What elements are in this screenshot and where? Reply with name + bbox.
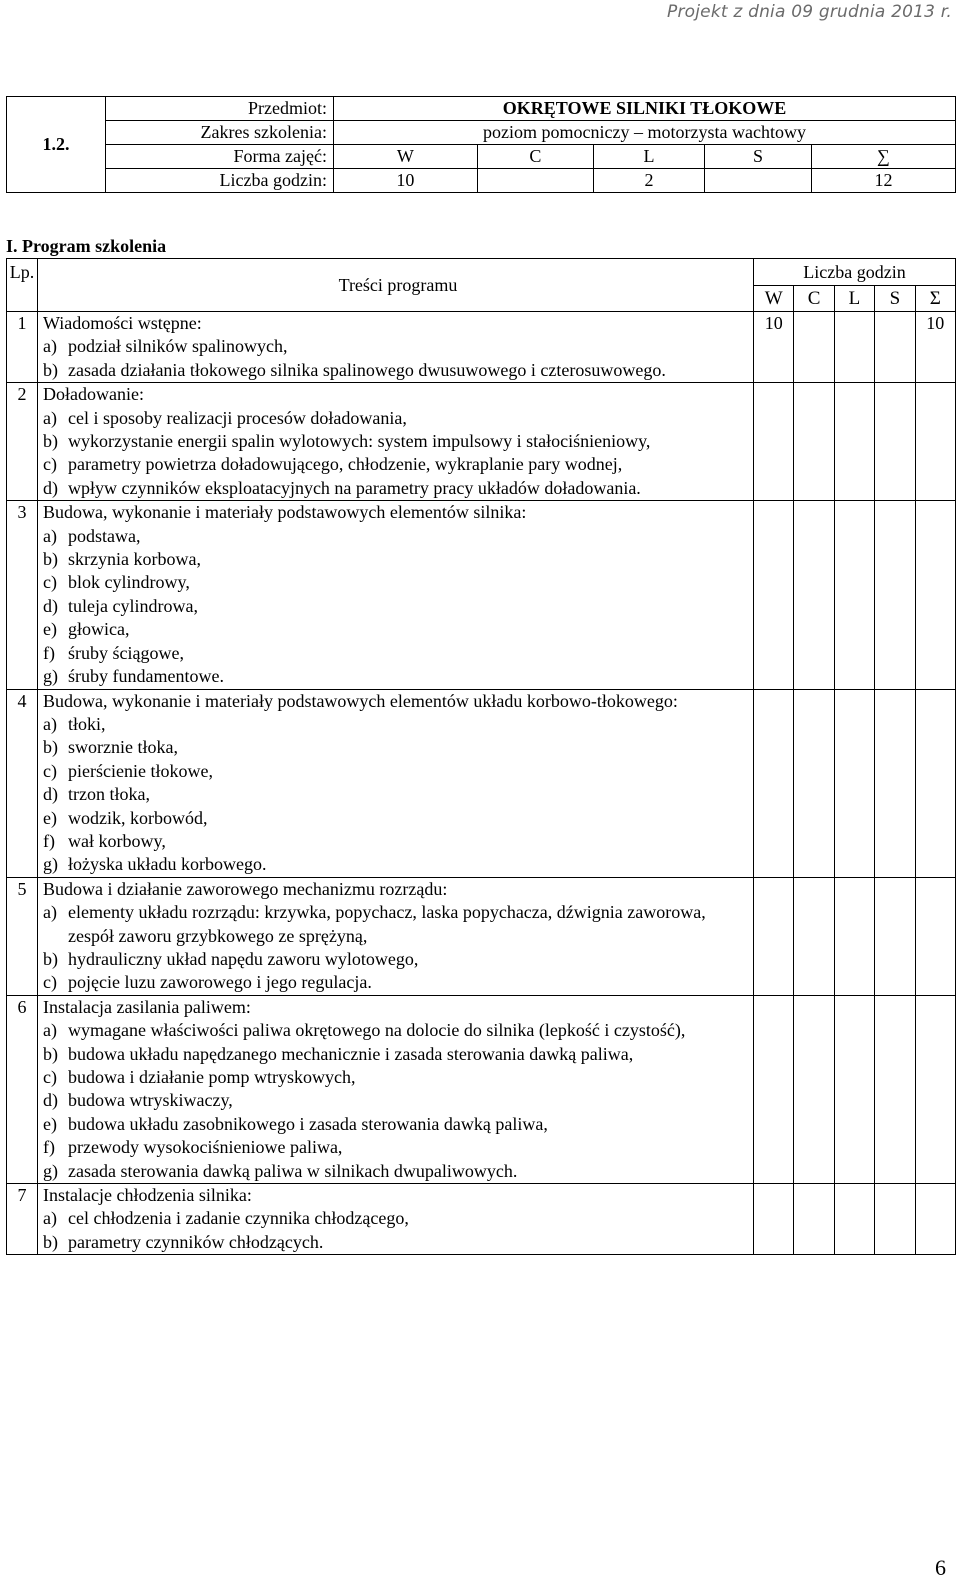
- scope-label: Zakres szkolenia:: [106, 121, 334, 145]
- list-item: [43, 1066, 753, 1089]
- list-item-text: parametry czynników chłodzących.: [68, 1231, 324, 1252]
- row-content: [38, 501, 754, 689]
- hours-s: [875, 501, 915, 689]
- hours-c: [477, 169, 593, 193]
- page-number: 6: [935, 1555, 946, 1580]
- list-item-letter: b): [43, 1231, 58, 1252]
- list-item: [43, 901, 753, 948]
- list-item: [43, 713, 753, 736]
- list-item: [43, 1113, 753, 1136]
- list-item-text: podstawa,: [68, 525, 141, 546]
- row-title: Budowa, wykonanie i materiały podstawowych elementów silnika:: [43, 502, 527, 523]
- list-item-text: wymagane właściwości paliwa okrętowego na dolocie do silnika (lepkość i czystość),: [68, 1020, 686, 1041]
- hours-c: [794, 312, 834, 383]
- hours-c: [794, 877, 834, 995]
- list-item-text: cel i sposoby realizacji procesów doładowania,: [68, 407, 407, 428]
- list-item-text: zasada sterowania dawką paliwa w silnikach dwupaliwowych.: [68, 1160, 518, 1181]
- list-item-letter: c): [43, 454, 57, 475]
- hours-sum: 12: [811, 169, 955, 193]
- hours-w: [754, 383, 794, 501]
- hours-c: [794, 1184, 834, 1255]
- list-item-text: śruby ściągowe,: [68, 642, 184, 663]
- hours-c: [794, 689, 834, 877]
- program-row: [7, 501, 956, 689]
- course-info-table: [6, 96, 956, 193]
- row-title: Wiadomości wstępne:: [43, 313, 202, 333]
- header-hours: Liczba godzin: [754, 259, 956, 286]
- row-lp: 5: [7, 877, 38, 995]
- list-item: [43, 1136, 753, 1159]
- hours-w: [754, 689, 794, 877]
- list-item: [43, 736, 753, 759]
- row-title: Instalacje chłodzenia silnika:: [43, 1185, 252, 1206]
- list-item-letter: c): [43, 760, 57, 781]
- subject-label: Przedmiot:: [106, 97, 334, 121]
- list-item: [43, 1019, 753, 1042]
- list-item-text: budowa układu zasobnikowego i zasada sterowania dawką paliwa,: [68, 1113, 548, 1134]
- row-title: Instalacja zasilania paliwem:: [43, 996, 251, 1017]
- row-content: [38, 383, 754, 501]
- list-item-letter: c): [43, 1067, 57, 1087]
- row-lp: 4: [7, 689, 38, 877]
- hours-s: [875, 877, 915, 995]
- form-l: L: [593, 145, 704, 169]
- list-item-letter: e): [43, 619, 57, 640]
- list-item-letter: a): [43, 902, 57, 923]
- list-item: [43, 525, 753, 548]
- list-item-text: cel chłodzenia i zadanie czynnika chłodzącego,: [68, 1208, 409, 1229]
- list-item-letter: e): [43, 1113, 57, 1134]
- hours-s: [875, 689, 915, 877]
- list-item-text: wał korbowy,: [68, 830, 166, 851]
- list-item-letter: g): [43, 666, 58, 687]
- row-title: Budowa, wykonanie i materiały podstawowych elementów układu korbowo-tłokowego:: [43, 690, 678, 711]
- row-content: [38, 312, 754, 383]
- list-item-letter: g): [43, 854, 58, 875]
- list-item-text: wykorzystanie energii spalin wylotowych: system impulsowy i stałociśnieniowy,: [68, 431, 651, 452]
- list-item-letter: a): [43, 1208, 57, 1229]
- list-item-text: budowa układu napędzanego mechanicznie i zasada sterowania dawką paliwa,: [68, 1043, 634, 1064]
- program-row: [7, 689, 956, 877]
- row-lp: 6: [7, 995, 38, 1183]
- list-item-letter: a): [43, 336, 57, 357]
- list-item-letter: d): [43, 1090, 58, 1111]
- hours-w: 10: [334, 169, 478, 193]
- list-item: [43, 430, 753, 453]
- hours-l: [834, 501, 874, 689]
- list-item: [43, 548, 753, 571]
- list-item: [43, 1231, 753, 1254]
- hours-s: [875, 1184, 915, 1255]
- list-item-letter: b): [43, 359, 58, 380]
- form-c: C: [477, 145, 593, 169]
- list-item-letter: f): [43, 1137, 55, 1158]
- hours-s: [705, 169, 812, 193]
- list-item-text: przewody wysokociśnieniowe paliwa,: [68, 1137, 343, 1158]
- hours-c: [794, 995, 834, 1183]
- hours-l: [834, 689, 874, 877]
- program-row: [7, 995, 956, 1183]
- hours-l: [834, 877, 874, 995]
- list-item-text: trzon tłoka,: [68, 784, 150, 805]
- hours-c: [794, 501, 834, 689]
- hours-sum: [915, 877, 955, 995]
- list-item: [43, 665, 753, 688]
- list-item-text: parametry powietrza doładowującego, chłodzenie, wykraplanie pary wodnej,: [68, 454, 623, 475]
- list-item: [43, 359, 753, 382]
- header-w: W: [754, 286, 794, 312]
- list-item-letter: a): [43, 713, 57, 734]
- list-item: [43, 477, 753, 500]
- list-item-text: tuleja cylindrowa,: [68, 595, 198, 616]
- list-item: [43, 783, 753, 806]
- list-item-text: wodzik, korbowód,: [68, 807, 208, 828]
- hours-l: [834, 1184, 874, 1255]
- list-item-text: podział silników spalinowych,: [68, 336, 288, 357]
- list-item-letter: c): [43, 572, 57, 593]
- list-item: [43, 1089, 753, 1112]
- list-item-letter: d): [43, 595, 58, 616]
- list-item: [43, 760, 753, 783]
- program-row: [7, 383, 956, 501]
- hours-s: [875, 383, 915, 501]
- list-item: [43, 618, 753, 641]
- list-item-text: pojęcie luzu zaworowego i jego regulacja.: [68, 972, 372, 993]
- list-item-letter: a): [43, 525, 57, 546]
- hours-w: [754, 1184, 794, 1255]
- header-s: S: [875, 286, 915, 312]
- row-content: [38, 689, 754, 877]
- row-content: [38, 995, 754, 1183]
- hours-l: 2: [593, 169, 704, 193]
- list-item-letter: b): [43, 431, 58, 452]
- list-item-text: blok cylindrowy,: [68, 572, 190, 593]
- list-item: [43, 948, 753, 971]
- hours-s: [875, 995, 915, 1183]
- list-item-letter: d): [43, 784, 58, 805]
- list-item: [43, 453, 753, 476]
- list-item: [43, 1043, 753, 1066]
- row-content: [38, 877, 754, 995]
- program-row: [7, 1184, 956, 1255]
- list-item-text: budowa i działanie pomp wtryskowych,: [68, 1067, 356, 1087]
- list-item: [43, 571, 753, 594]
- list-item-text: sworznie tłoka,: [68, 737, 178, 758]
- list-item: [43, 335, 753, 358]
- form-w: W: [334, 145, 478, 169]
- list-item-text: głowica,: [68, 619, 130, 640]
- section-number: 1.2.: [7, 97, 106, 193]
- program-table: [6, 258, 956, 1255]
- program-row: [7, 312, 956, 383]
- list-item-letter: a): [43, 1020, 57, 1041]
- list-item-text: łożyska układu korbowego.: [68, 854, 267, 875]
- list-item-text: elementy układu rozrządu: krzywka, popychacz, laska popychacza, dźwignia zaworowa, zespół zaworu grzybkowego ze sprężyną,: [68, 902, 706, 946]
- list-item-letter: e): [43, 807, 57, 828]
- header-lp: Lp.: [7, 259, 38, 312]
- hours-l: [834, 995, 874, 1183]
- list-item-text: pierścienie tłokowe,: [68, 760, 213, 781]
- hours-sum: [915, 995, 955, 1183]
- list-item-text: skrzynia korbowa,: [68, 549, 201, 570]
- list-item-text: śruby fundamentowe.: [68, 666, 224, 687]
- list-item-letter: g): [43, 1160, 58, 1181]
- list-item: [43, 1207, 753, 1230]
- row-title: Doładowanie:: [43, 384, 144, 405]
- form-label: Forma zajęć:: [106, 145, 334, 169]
- document-header: Projekt z dnia 09 grudnia 2013 r.: [667, 2, 952, 22]
- row-title: Budowa i działanie zaworowego mechanizmu rozrządu:: [43, 878, 448, 899]
- hours-w: [754, 877, 794, 995]
- row-lp: 2: [7, 383, 38, 501]
- hours-l: [834, 383, 874, 501]
- hours-sum: [915, 689, 955, 877]
- list-item: [43, 971, 753, 994]
- list-item-text: hydrauliczny układ napędu zaworu wylotowego,: [68, 948, 419, 969]
- program-title: I. Program szkolenia: [6, 236, 167, 256]
- hours-sum: [915, 501, 955, 689]
- hours-sum: [915, 1184, 955, 1255]
- header-sum: Σ: [915, 286, 955, 312]
- form-sum: ∑: [811, 145, 955, 169]
- list-item: [43, 595, 753, 618]
- header-l: L: [834, 286, 874, 312]
- list-item: [43, 830, 753, 853]
- hours-s: [875, 312, 915, 383]
- list-item-letter: b): [43, 1043, 58, 1064]
- header-c: C: [794, 286, 834, 312]
- list-item: [43, 642, 753, 665]
- list-item: [43, 807, 753, 830]
- list-item-text: wpływ czynników eksploatacyjnych na parametry pracy układów doładowania.: [68, 477, 641, 498]
- row-content: [38, 1184, 754, 1255]
- list-item: [43, 853, 753, 876]
- hours-l: [834, 312, 874, 383]
- header-content: Treści programu: [38, 259, 754, 312]
- hours-c: [794, 383, 834, 501]
- hours-sum: [915, 383, 955, 501]
- hours-label: Liczba godzin:: [106, 169, 334, 193]
- list-item-letter: b): [43, 948, 58, 969]
- list-item-text: zasada działania tłokowego silnika spalinowego dwusuwowego i czterosuwowego.: [68, 359, 666, 380]
- program-row: [7, 877, 956, 995]
- subject-value: OKRĘTOWE SILNIKI TŁOKOWE: [334, 97, 956, 121]
- list-item-letter: f): [43, 642, 55, 663]
- list-item-text: tłoki,: [68, 713, 106, 734]
- hours-w: 10: [754, 312, 794, 383]
- scope-value: poziom pomocniczy – motorzysta wachtowy: [334, 121, 956, 145]
- list-item-letter: a): [43, 407, 57, 428]
- list-item-letter: b): [43, 737, 58, 758]
- list-item-letter: f): [43, 830, 55, 851]
- list-item: [43, 1160, 753, 1183]
- hours-sum: 10: [915, 312, 955, 383]
- hours-w: [754, 501, 794, 689]
- row-lp: 1: [7, 312, 38, 383]
- list-item-letter: d): [43, 477, 58, 498]
- list-item-letter: c): [43, 972, 57, 993]
- hours-w: [754, 995, 794, 1183]
- list-item-text: budowa wtryskiwaczy,: [68, 1090, 233, 1111]
- list-item: [43, 407, 753, 430]
- list-item-letter: b): [43, 549, 58, 570]
- row-lp: 3: [7, 501, 38, 689]
- form-s: S: [705, 145, 812, 169]
- row-lp: 7: [7, 1184, 38, 1255]
